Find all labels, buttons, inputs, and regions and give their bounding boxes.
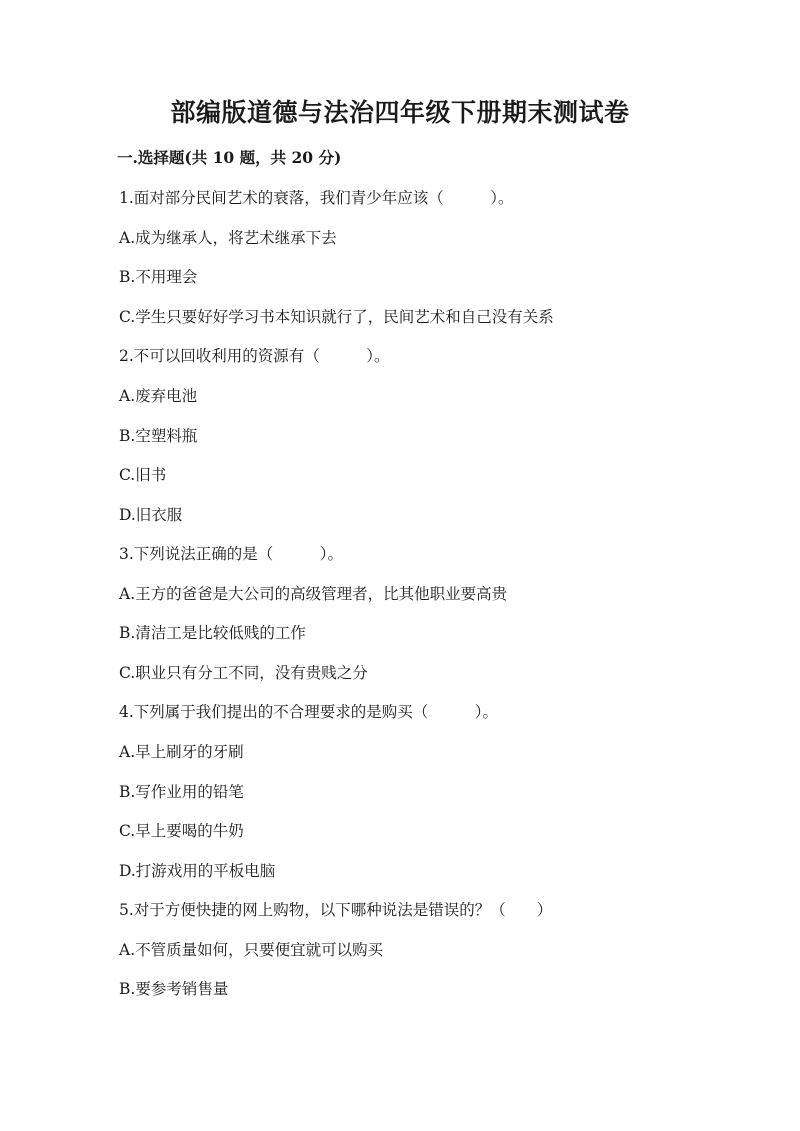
question-stem: 4.下列属于我们提出的不合理要求的是购买（ ）。 [119,703,499,721]
question-option: D.旧衣服 [119,506,183,524]
question-option: A.废弃电池 [119,387,198,405]
question-option: C.旧书 [119,466,167,484]
question-stem: 5.对于方便快捷的网上购物，以下哪种说法是错误的？（ ） [119,901,553,919]
question-stem: 1.面对部分民间艺术的衰落，我们青少年应该（ ）。 [119,189,514,207]
question-option: B.空塑料瓶 [119,427,198,445]
question-option: B.写作业用的铅笔 [119,783,244,801]
question-option: C.职业只有分工不同，没有贵贱之分 [119,664,368,682]
question-option: C.早上要喝的牛奶 [119,822,244,840]
question-option: A.早上刷牙的牙刷 [119,743,244,761]
question-option: B.要参考销售量 [119,980,229,998]
question-option: D.打游戏用的平板电脑 [119,862,276,880]
section-header: 一.选择题(共 10 题，共 20 分) [117,148,342,167]
question-stem: 2.不可以回收利用的资源有（ ）。 [119,347,390,365]
page-title: 部编版道德与法治四年级下册期末测试卷 [170,98,630,127]
question-option: A.成为继承人，将艺术继承下去 [119,229,337,247]
question-option: B.清洁工是比较低贱的工作 [119,624,306,642]
question-option: C.学生只要好好学习书本知识就行了，民间艺术和自己没有关系 [119,308,554,326]
question-option: A.王方的爸爸是大公司的高级管理者，比其他职业要高贵 [119,585,508,603]
question-stem: 3.下列说法正确的是（ ）。 [119,545,344,563]
question-option: B.不用理会 [119,268,198,286]
question-option: A.不管质量如何，只要便宜就可以购买 [119,941,384,959]
